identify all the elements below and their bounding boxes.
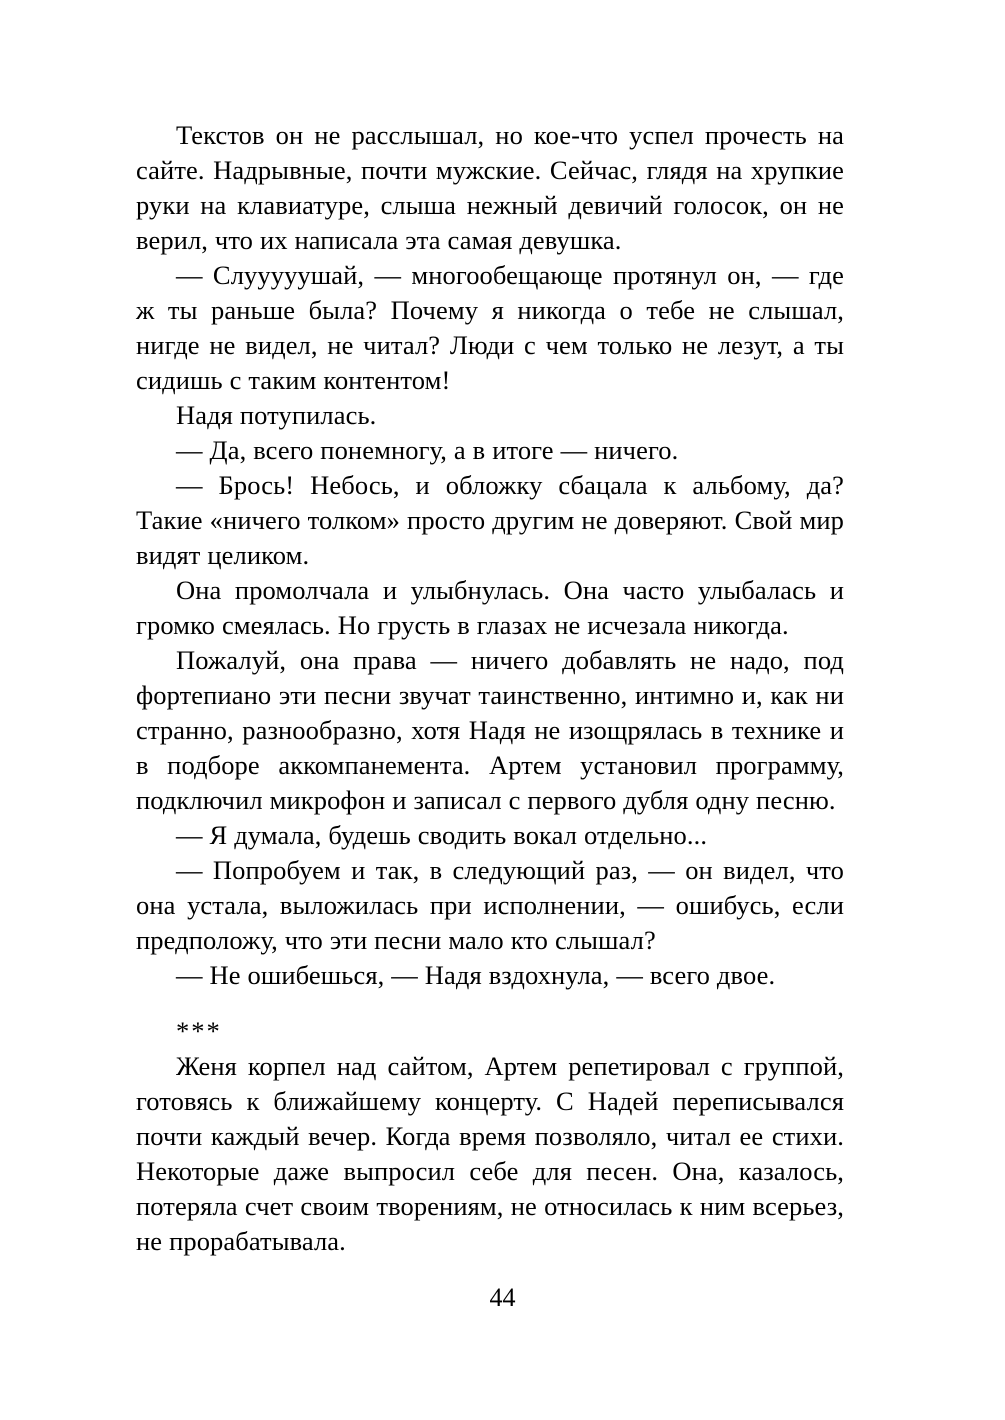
paragraph-4-dialogue: — Да, всего понемногу, а в итоге — ничего. xyxy=(176,435,679,465)
paragraph-11: Женя корпел над сайтом, Артем репетировал с группой, готовясь к ближайшему концерту. С Надей переписывался почти каждый вечер. Когда время позволяло, читал ее стихи. Некоторые даже выпросил себе для песен. Она, казалось, потеряла счет своим творениям, не относилась к ним всерьез, не прорабатывала. xyxy=(136,1051,844,1256)
paragraph-3: Надя потупилась. xyxy=(176,400,377,430)
paragraph-1: Текстов он не расслышал, но кое-что успел прочесть на сайте. Надрывные, почти мужские. Сейчас, глядя на хрупкие руки на клавиатуре, слыша нежный девичий голосок, он не верил, что их написала эта самая девушка. xyxy=(136,120,844,255)
scene-break-marker: *** xyxy=(176,1016,222,1046)
paragraph-9-dialogue: — Попробуем и так, в следующий раз, — он видел, что она устала, выложилась при исполнении, — ошибусь, если предположу, что эти песни мало кто слышал? xyxy=(136,855,844,955)
paragraph-10-dialogue: — Не ошибешься, — Надя вздохнула, — всего двое. xyxy=(176,960,776,990)
paragraph-6: Она промолчала и улыбнулась. Она часто улыбалась и громко смеялась. Но грусть в глазах не исчезала никогда. xyxy=(136,575,844,640)
body-text-column xyxy=(136,118,844,1259)
page-number: 44 xyxy=(489,1283,516,1312)
paragraph-5-dialogue: — Брось! Небось, и обложку сбацала к альбому, да? Такие «ничего толком» просто другим не доверяют. Свой мир видят целиком. xyxy=(136,470,844,570)
paragraph-8-dialogue: — Я думала, будешь сводить вокал отдельно... xyxy=(176,820,708,850)
paragraph-7: Пожалуй, она права — ничего добавлять не надо, под фортепиано эти песни звучат таинственно, интимно и, как ни странно, разнообразно, хотя Надя не изощрялась в технике и в подборе аккомпанемента. Артем установил программу, подключил микрофон и записал с первого дубля одну песню. xyxy=(136,645,844,815)
paragraph-2-dialogue: — Слууууушай, — многообещающе протянул он, — где ж ты раньше была? Почему я никогда о тебе не слышал, нигде не видел, не читал? Люди с чем только не лезут, а ты сидишь с таким контентом! xyxy=(136,260,844,395)
scene-break-spacer xyxy=(136,993,844,1014)
